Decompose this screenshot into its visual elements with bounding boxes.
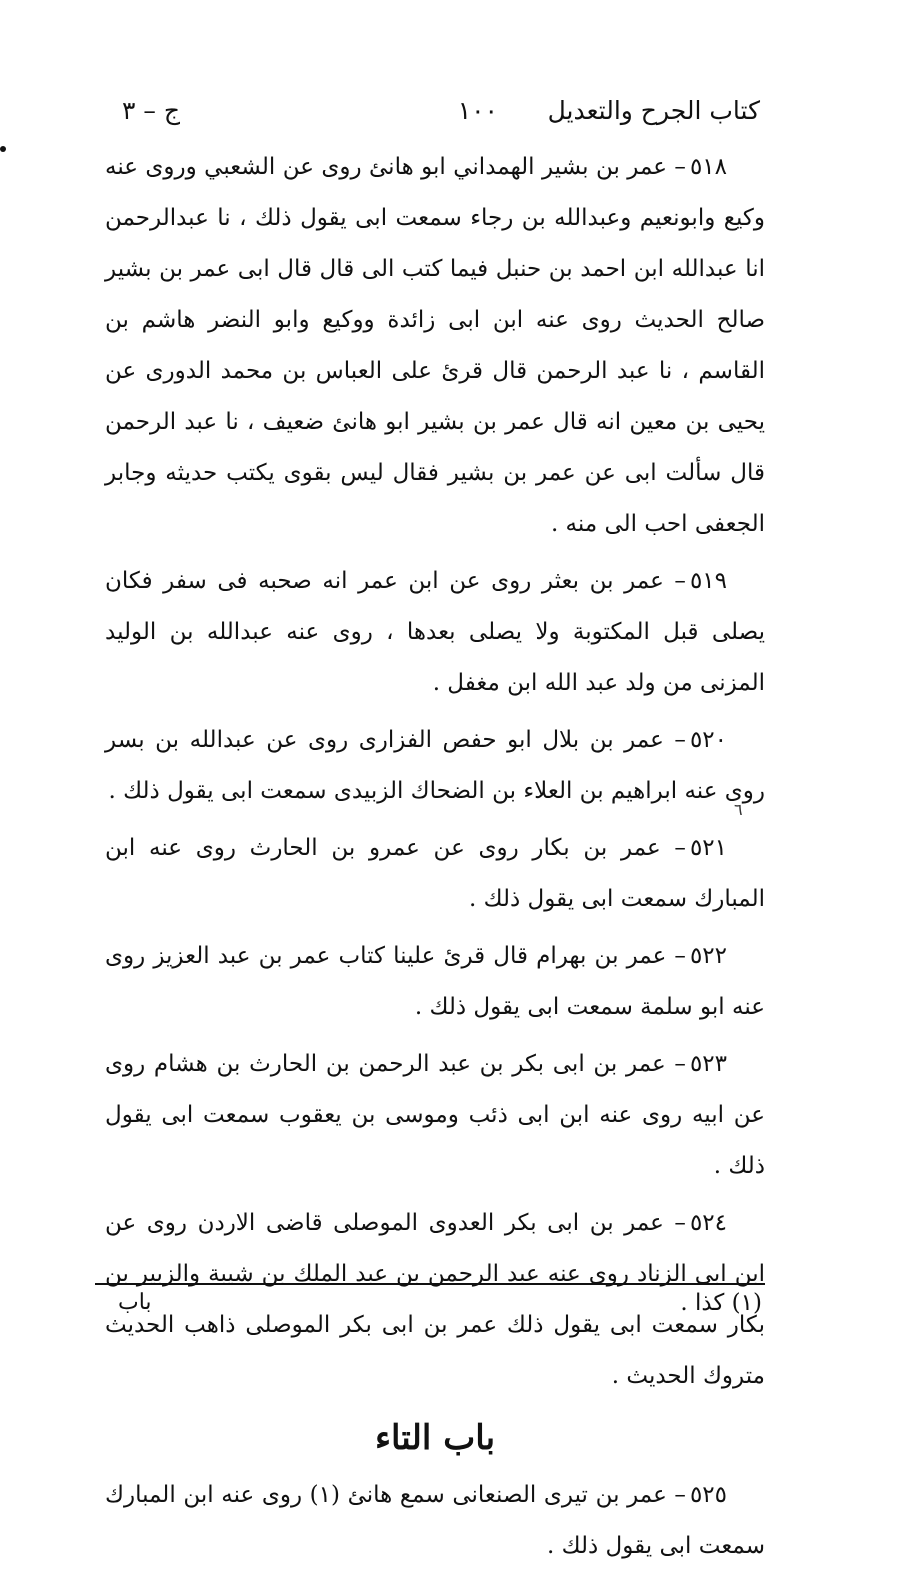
book-title: كتاب الجرح والتعديل <box>547 96 760 125</box>
entry-number: ٥١٨ <box>689 154 727 180</box>
entry-523 <box>105 1039 765 1192</box>
ink-speck <box>0 146 6 152</box>
catchword: باب <box>118 1290 152 1315</box>
entry-519 <box>105 556 765 709</box>
entry-number: ٥٢٥ <box>689 1482 727 1508</box>
margin-mark: ٦ <box>734 800 743 819</box>
entry-520 <box>105 715 765 817</box>
footnote-divider <box>95 1283 765 1285</box>
entry-522 <box>105 931 765 1033</box>
entry-number: ٥٢٣ <box>689 1051 727 1077</box>
entry-text: – عمر بن بشير الهمداني ابو هانئ روى عن الشعبي وروى عنه وكيع وابونعيم وعبدالله بن رجاء سمعت ابى يقول ذلك ، نا عبدالرحمن انا عبدالله ابن احمد بن حنبل فيما كتب الى قال قال ابى عمر بن بشير صالح الحديث روى عنه ابن ابى زائدة ووكيع وابو النضر هاشم بن القاسم ، نا عبد الرحمن قال قرئ على العباس بن محمد الدورى عن يحيى بن معين انه قال عمر بن بشير ابو هانئ ضعيف ، نا عبد الرحمن قال سألت ابى عن عمر بن بشير فقال ليس بقوى يكتب حديثه وجابر الجعفى احب الى منه . <box>105 154 765 537</box>
entry-text: – عمر بن بكار روى عن عمرو بن الحارث روى عنه ابن المبارك سمعت ابى يقول ذلك . <box>105 835 765 912</box>
entry-524 <box>105 1198 765 1402</box>
main-text <box>105 142 765 1578</box>
entry-525 <box>105 1470 765 1572</box>
page-number: ١٠٠ <box>457 96 498 125</box>
entry-text: – عمر بن تيرى الصنعانى سمع هانئ (١) روى عنه ابن المبارك سمعت ابى يقول ذلك . <box>105 1482 765 1559</box>
entry-text: – عمر بن بلال ابو حفص الفزارى روى عن عبدالله بن بسر روى عنه ابراهيم بن العلاء بن الضحاك الزبيدى سمعت ابى يقول ذلك . <box>105 727 765 804</box>
entry-521 <box>105 823 765 925</box>
running-header <box>110 96 760 136</box>
entry-number: ٥٢٠ <box>689 727 727 753</box>
entry-text: – عمر بن ابى بكر العدوى الموصلى قاضى الاردن روى عن ابن ابى الزناد روى عنه عبد الرحمن بن عبد الملك بن شيبة والزبير بن بكار سمعت ابى يقول ذلك عمر بن ابى بكر الموصلى ذاهب الحديث متروك الحديث . <box>105 1210 765 1389</box>
entry-number: ٥١٩ <box>689 568 727 594</box>
entry-number: ٥٢٤ <box>689 1210 727 1236</box>
entry-number: ٥٢٢ <box>689 943 727 969</box>
volume-label: ج – ٣ <box>122 96 180 125</box>
entry-518 <box>105 142 765 550</box>
entry-text: – عمر بن بعثر روى عن ابن عمر انه صحبه فى سفر فكان يصلى قبل المكتوبة ولا يصلى بعدها ، روى عنه عبدالله بن الوليد المزنى من ولد عبد الله ابن مغفل . <box>105 568 765 696</box>
footnote: (١) كذا . <box>680 1290 762 1316</box>
entry-text: – عمر بن بهرام قال قرئ علينا كتاب عمر بن عبد العزيز روى عنه ابو سلمة سمعت ابى يقول ذلك . <box>105 943 765 1020</box>
section-heading: باب التاء <box>374 1418 496 1458</box>
entry-number: ٥٢١ <box>689 835 727 861</box>
entry-text: – عمر بن ابى بكر بن عبد الرحمن بن الحارث بن هشام روى عن ابيه روى عنه ابن ابى ذئب وموسى بن يعقوب سمعت ابى يقول ذلك . <box>105 1051 765 1179</box>
